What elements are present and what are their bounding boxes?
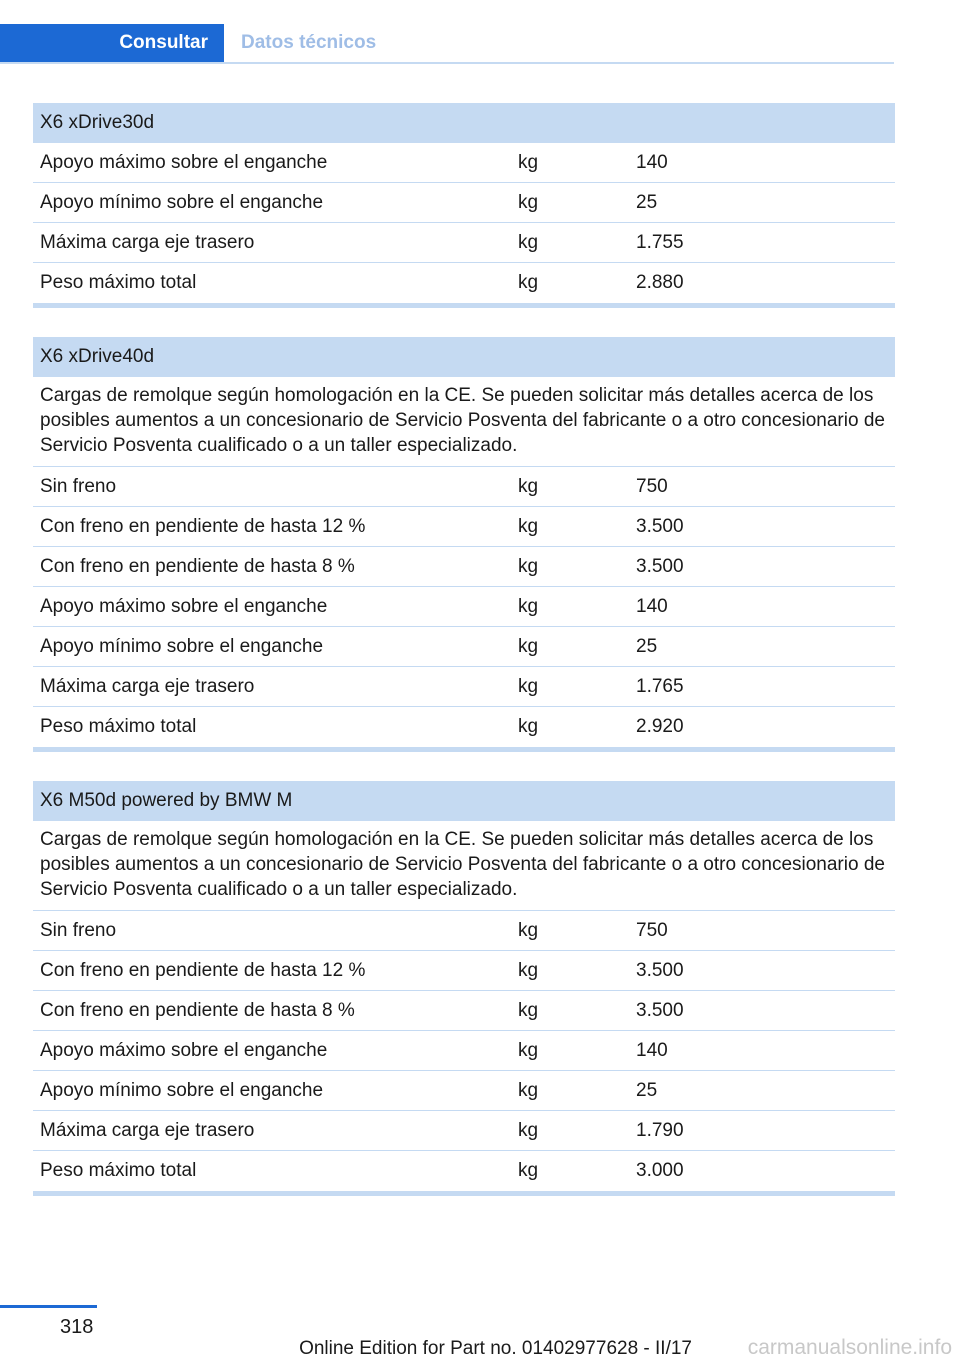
table-row: [33, 467, 895, 507]
row-unit: kg: [518, 1119, 539, 1141]
table-title: X6 xDrive30d: [33, 103, 895, 143]
row-label: Con freno en pendiente de hasta 8 %: [40, 999, 355, 1021]
table-row: [33, 263, 895, 303]
table-note: Cargas de remolque según homologación en la CE. Se pueden solicitar más detalles acerca de los posibles aumentos a un concesionario de Servicio Posventa del fabricante o a otro concesionario de Servicio Posventa cualificado o a un taller especializado.: [33, 377, 895, 467]
row-label: Apoyo mínimo sobre el enganche: [40, 635, 324, 657]
row-value: 25: [636, 191, 658, 213]
row-unit: kg: [518, 191, 539, 213]
row-value: 1.765: [636, 675, 684, 697]
table-x6-m50d: [33, 781, 895, 1196]
table-title: X6 M50d powered by BMW M: [33, 781, 895, 821]
table-x6-xdrive30d: [33, 103, 895, 308]
row-value: 3.500: [636, 959, 684, 981]
row-unit: kg: [518, 151, 539, 173]
row-label: Con freno en pendiente de hasta 12 %: [40, 515, 366, 537]
edition-footer: Online Edition for Part no. 01402977628 - II/17: [299, 1338, 692, 1359]
row-value: 3.500: [636, 515, 684, 537]
table-row: [33, 667, 895, 707]
table-row: [33, 547, 895, 587]
row-value: 1.790: [636, 1119, 684, 1141]
row-value: 750: [636, 919, 668, 941]
row-unit: kg: [518, 515, 539, 537]
row-value: 2.920: [636, 716, 684, 737]
tab-consultar[interactable]: Consultar: [0, 24, 224, 62]
row-label: Máxima carga eje trasero: [40, 1119, 255, 1141]
row-unit: kg: [518, 1039, 539, 1061]
table-row: [33, 1071, 895, 1111]
table-note: Cargas de remolque según homologación en la CE. Se pueden solicitar más detalles acerca de los posibles aumentos a un concesionario de Servicio Posventa del fabricante o a otro concesionario de Servicio Posventa cualificado o a un taller especializado.: [33, 821, 895, 911]
tab-datos-tecnicos[interactable]: Datos técnicos: [241, 32, 377, 53]
table-row: [33, 183, 895, 223]
row-label: Sin freno: [40, 475, 117, 497]
table-row: [33, 627, 895, 667]
row-label: Sin freno: [40, 919, 117, 941]
section-header: [0, 24, 894, 64]
row-label: Peso máximo total: [40, 716, 197, 737]
table-row: [33, 991, 895, 1031]
page-number-rule: [0, 1305, 97, 1308]
row-label: Máxima carga eje trasero: [40, 675, 255, 697]
row-value: 140: [636, 151, 668, 173]
row-label: Con freno en pendiente de hasta 12 %: [40, 959, 366, 981]
row-unit: kg: [518, 231, 539, 253]
table-row: [33, 587, 895, 627]
row-label: Apoyo mínimo sobre el enganche: [40, 191, 324, 213]
row-value: 1.755: [636, 231, 684, 253]
row-unit: kg: [518, 595, 539, 617]
row-label: Con freno en pendiente de hasta 8 %: [40, 555, 355, 577]
table-row: [33, 1111, 895, 1151]
table-row: [33, 1151, 895, 1191]
row-value: 140: [636, 595, 668, 617]
row-value: 3.500: [636, 999, 684, 1021]
table-row: [33, 951, 895, 991]
row-label: Máxima carga eje trasero: [40, 231, 255, 253]
row-value: 750: [636, 475, 668, 497]
row-unit: kg: [518, 716, 539, 737]
row-label: Apoyo mínimo sobre el enganche: [40, 1079, 324, 1101]
row-value: 25: [636, 1079, 658, 1101]
row-label: Apoyo máximo sobre el enganche: [40, 595, 328, 617]
row-unit: kg: [518, 919, 539, 941]
row-unit: kg: [518, 272, 539, 293]
row-value: 2.880: [636, 272, 684, 293]
row-label: Peso máximo total: [40, 272, 197, 293]
row-unit: kg: [518, 1079, 539, 1101]
table-row: [33, 143, 895, 183]
row-label: Apoyo máximo sobre el enganche: [40, 1039, 328, 1061]
row-value: 140: [636, 1039, 668, 1061]
row-label: Apoyo máximo sobre el enganche: [40, 151, 328, 173]
watermark: carmanualsonline.info: [747, 1336, 952, 1359]
table-x6-xdrive40d: [33, 337, 895, 752]
row-unit: kg: [518, 1160, 539, 1181]
row-value: 3.000: [636, 1160, 684, 1181]
row-label: Peso máximo total: [40, 1160, 197, 1181]
page-number: 318: [60, 1316, 94, 1338]
table-row: [33, 911, 895, 951]
table-row: [33, 223, 895, 263]
row-unit: kg: [518, 675, 539, 697]
row-unit: kg: [518, 475, 539, 497]
row-unit: kg: [518, 999, 539, 1021]
table-row: [33, 707, 895, 747]
table-row: [33, 1031, 895, 1071]
row-value: 25: [636, 635, 658, 657]
row-unit: kg: [518, 635, 539, 657]
table-row: [33, 507, 895, 547]
row-unit: kg: [518, 555, 539, 577]
table-title: X6 xDrive40d: [33, 337, 895, 377]
row-unit: kg: [518, 959, 539, 981]
row-value: 3.500: [636, 555, 684, 577]
